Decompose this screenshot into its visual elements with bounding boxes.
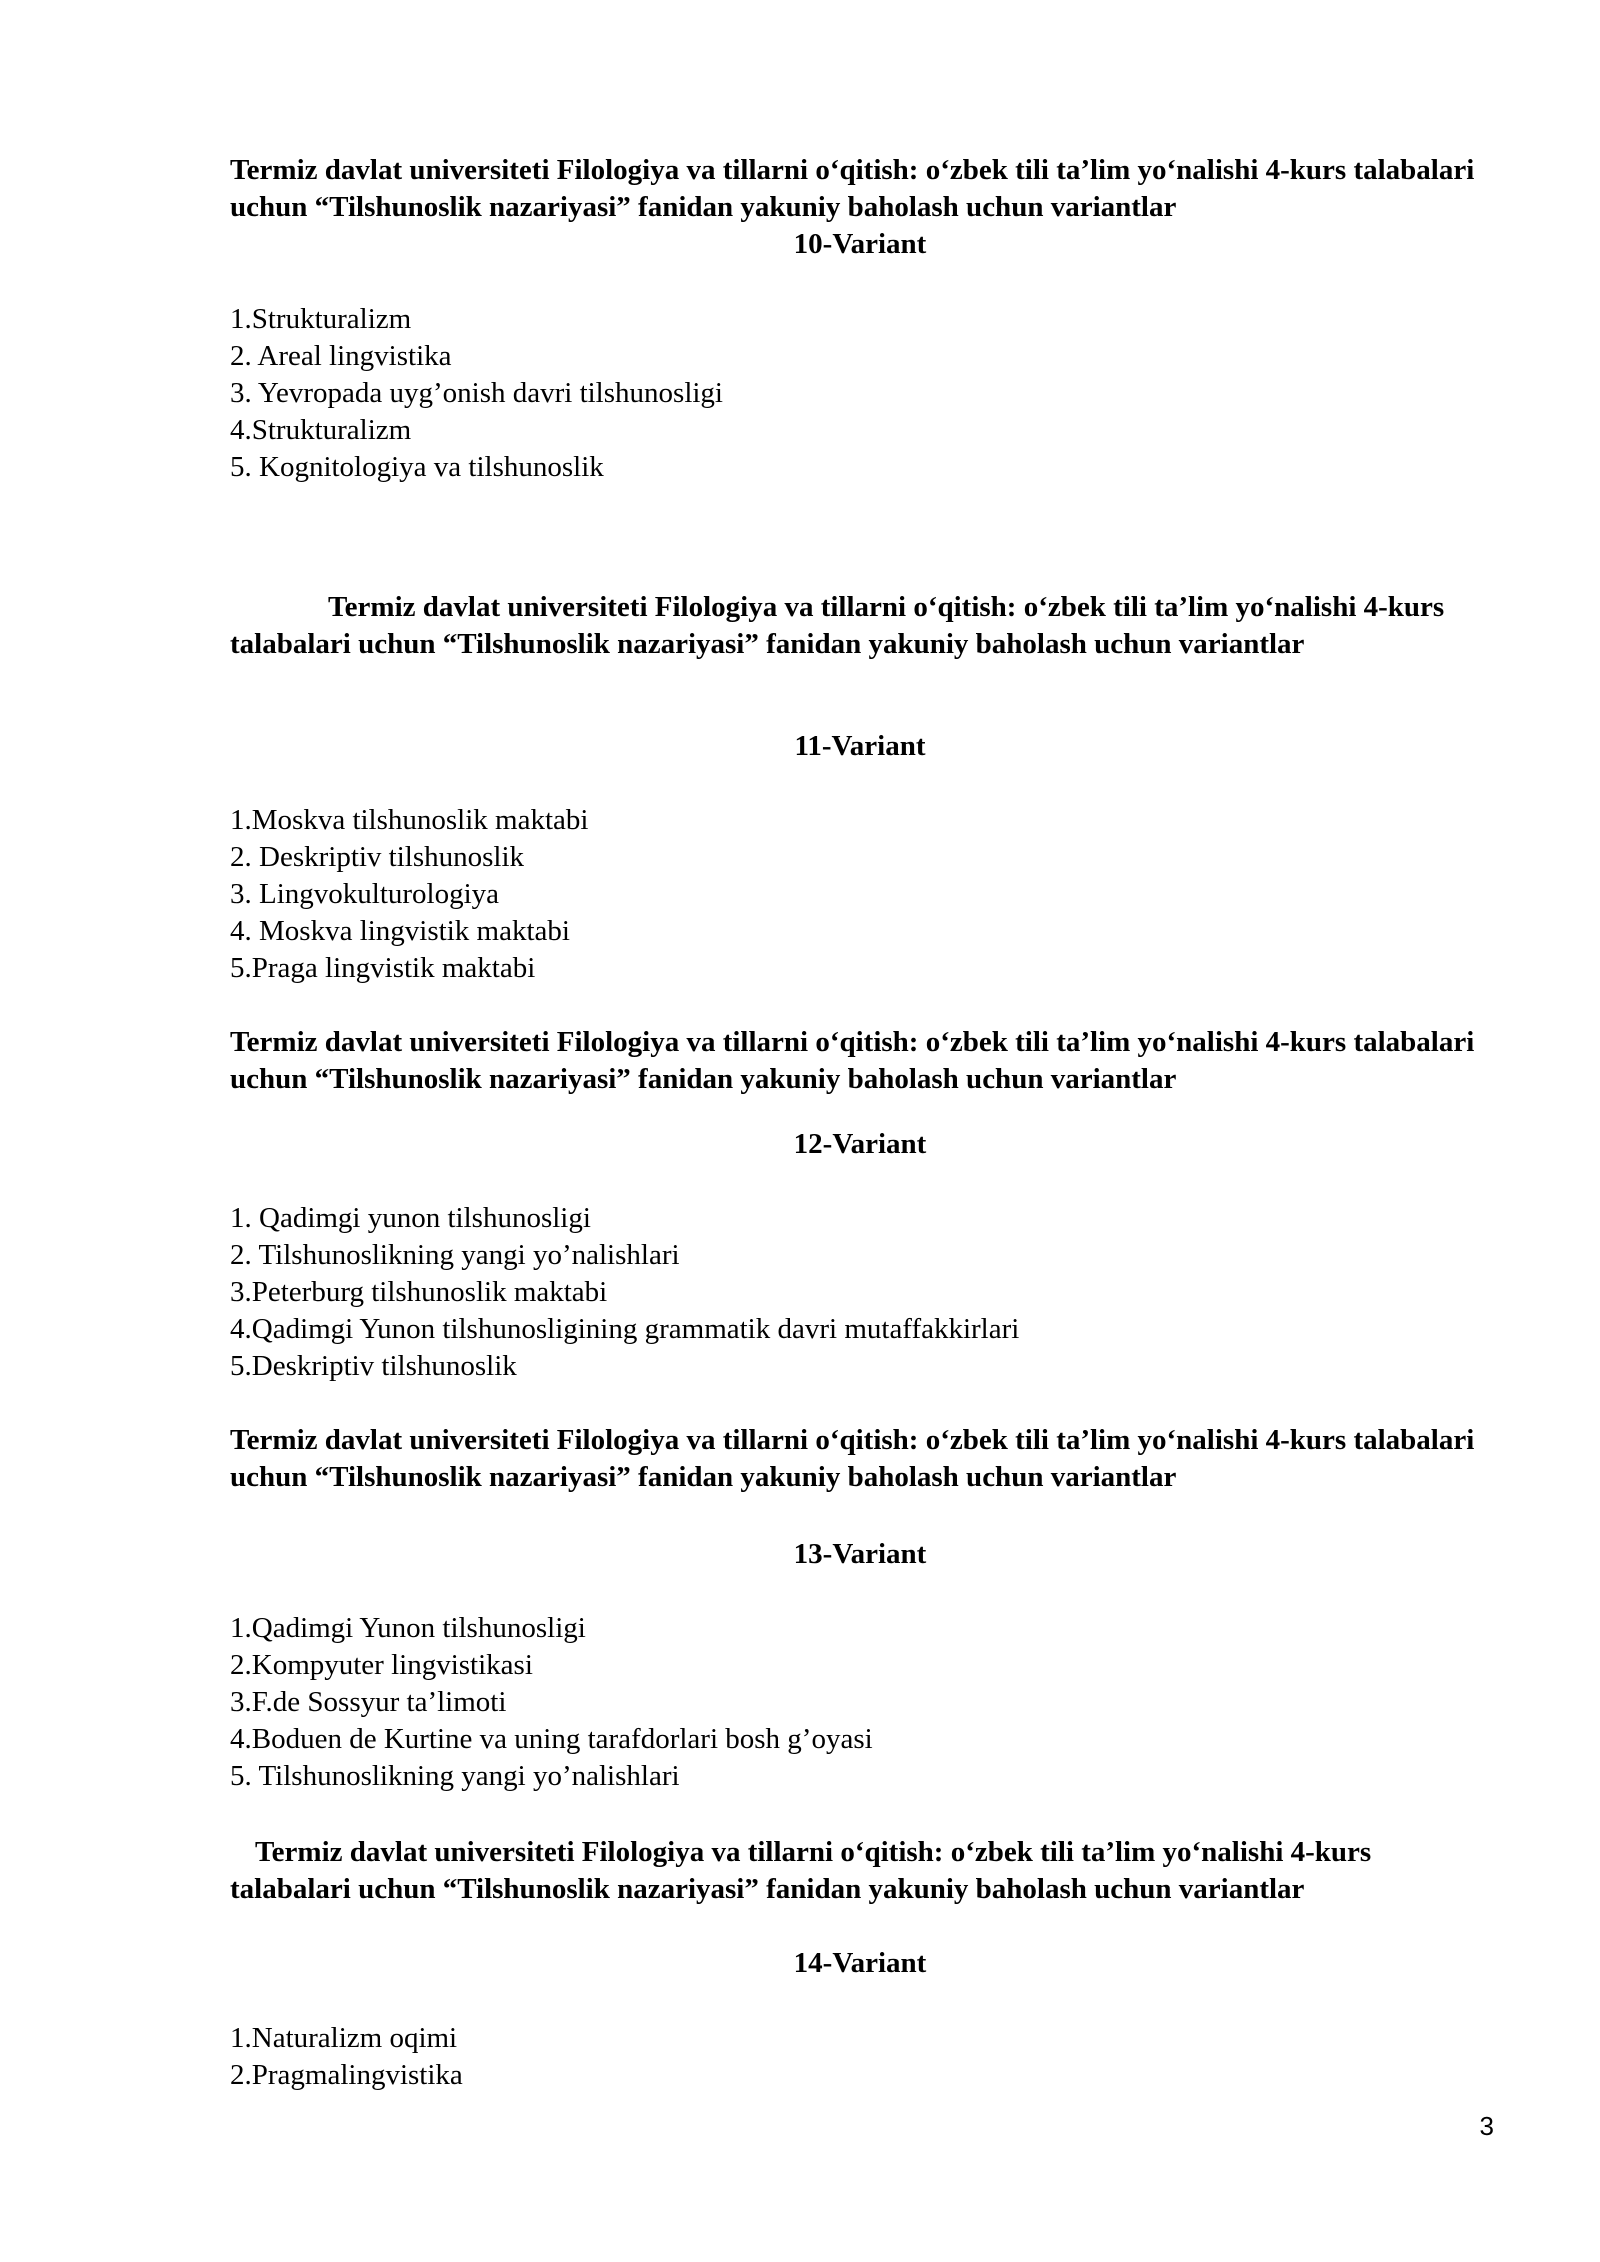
list-item: 5. Tilshunoslikning yangi yo’nalishlari [230, 1760, 680, 1792]
section-heading: Termiz davlat universiteti Filologiya va tillarni o‘qitish: o‘zbek tili ta’lim yo‘nalishi 4-kurs talabalari uchun “Tilshunoslik nazariyasi” fanidan yakuniy baholash uchun variantlar [230, 154, 1475, 223]
topic-list [230, 2020, 463, 2094]
list-item: 4. Moskva lingvistik maktabi [230, 915, 570, 947]
list-item: 2.Kompyuter lingvistikasi [230, 1649, 533, 1681]
list-item: 1.Strukturalizm [230, 303, 412, 335]
page-number: 3 [1479, 2111, 1494, 2141]
list-item: 1.Qadimgi Yunon tilshunosligi [230, 1612, 586, 1644]
topic-list [230, 1610, 873, 1795]
list-item: 2. Deskriptiv tilshunoslik [230, 841, 525, 873]
section-heading: Termiz davlat universiteti Filologiya va tillarni o‘qitish: o‘zbek tili ta’lim yo‘nalishi 4-kurs talabalari uchun “Tilshunoslik nazariyasi” fanidan yakuniy baholash uchun variantlar [230, 1424, 1475, 1493]
list-item: 2.Pragmalingvistika [230, 2059, 463, 2091]
list-item: 3. Yevropada uyg’onish davri tilshunosligi [230, 377, 723, 409]
list-item: 3. Lingvokulturologiya [230, 878, 500, 910]
list-item: 3.Peterburg tilshunoslik maktabi [230, 1276, 608, 1308]
variant-title: 12-Variant [793, 1128, 927, 1160]
variant-title: 14-Variant [793, 1947, 927, 1979]
list-item: 1.Naturalizm oqimi [230, 2022, 458, 2054]
topic-list [230, 1200, 1019, 1385]
variant-title: 10-Variant [793, 228, 927, 260]
list-item: 1.Moskva tilshunoslik maktabi [230, 804, 589, 836]
list-item: 4.Qadimgi Yunon tilshunosligining grammatik davri mutaffakkirlari [230, 1313, 1020, 1345]
list-item: 5.Deskriptiv tilshunoslik [230, 1350, 517, 1382]
list-item: 2. Tilshunoslikning yangi yo’nalishlari [230, 1239, 680, 1271]
topic-list [230, 802, 588, 987]
topic-list [230, 301, 723, 486]
list-item: 1. Qadimgi yunon tilshunosligi [230, 1202, 591, 1234]
list-item: 5. Kognitologiya va tilshunoslik [230, 451, 604, 483]
list-item: 5.Praga lingvistik maktabi [230, 952, 536, 984]
list-item: 2. Areal lingvistika [230, 340, 452, 372]
variant-title: 11-Variant [794, 730, 926, 762]
section-heading: Termiz davlat universiteti Filologiya va tillarni o‘qitish: o‘zbek tili ta’lim yo‘nalishi 4-kurs talabalari uchun “Tilshunoslik nazariyasi” fanidan yakuniy baholash uchun variantlar [230, 1026, 1475, 1095]
variant-title: 13-Variant [793, 1538, 927, 1570]
section-heading: Termiz davlat universiteti Filologiya va tillarni o‘qitish: o‘zbek tili ta’lim yo‘nalishi 4-kurs talabalari uchun “Tilshunoslik nazariyasi” fanidan yakuniy baholash uchun variantlar [230, 591, 1445, 660]
section-heading: Termiz davlat universiteti Filologiya va tillarni o‘qitish: o‘zbek tili ta’lim yo‘nalishi 4-kurs talabalari uchun “Tilshunoslik nazariyasi” fanidan yakuniy baholash uchun variantlar [230, 1836, 1372, 1905]
list-item: 4.Strukturalizm [230, 414, 412, 446]
list-item: 3.F.de Sossyur ta’limoti [230, 1686, 507, 1718]
list-item: 4.Boduen de Kurtine va uning tarafdorlari bosh g’oyasi [230, 1723, 873, 1755]
